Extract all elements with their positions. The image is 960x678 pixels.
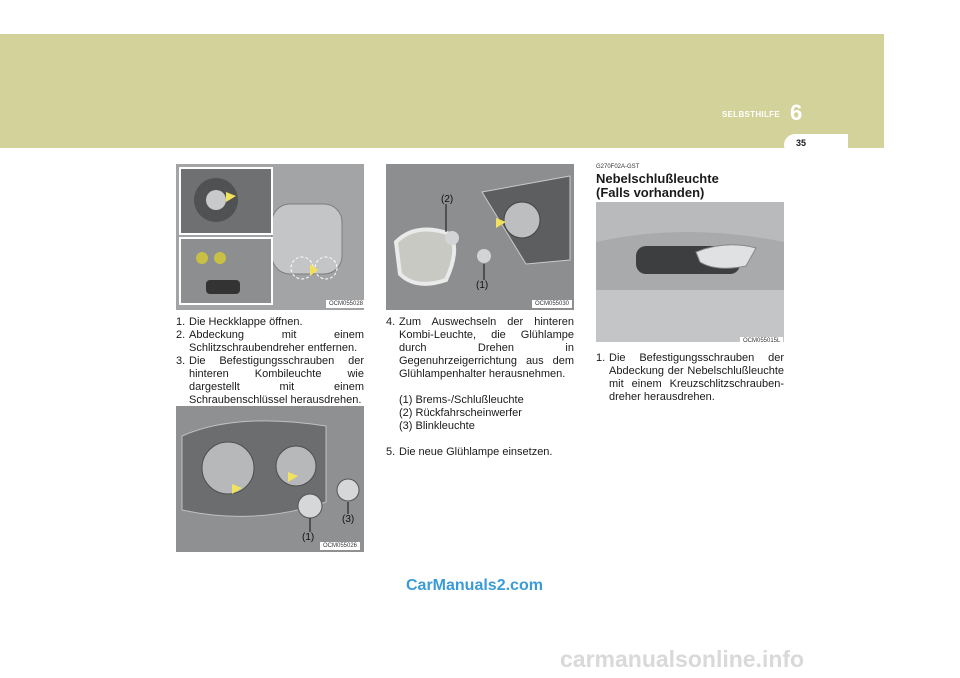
list-item: (3) Blinkleuchte: [399, 420, 475, 432]
step-text: Die Befestigungsschrauben der hinteren Kombileuchte wie dargestellt mit einem Schraubenschlüssel herausdrehen.: [189, 355, 364, 406]
section-title-line: Nebelschlußleuchte: [596, 171, 719, 186]
column2-steps: [386, 316, 574, 459]
list-item: [386, 446, 574, 459]
list-item: (2) Rückfahrscheinwerfer: [399, 407, 522, 419]
step-text: Abdeckung mit einem Schlitzschraubendreher entfernen.: [189, 329, 364, 354]
figure-code: OCM055030: [532, 300, 572, 308]
figure-tailgate-cover: [176, 164, 364, 310]
callout-1: (1): [302, 532, 315, 543]
step-text: Die Befestigungsschrauben der Abdeckung der Nebelschlußleuchte mit einem Kreuzschlitzschrauben-dreher herausdrehen.: [609, 352, 784, 403]
figure-rear-lamp-bulbs: [176, 406, 364, 552]
step-number: 3.: [176, 355, 186, 367]
figure-fog-lamp: [596, 202, 784, 342]
header-band: [0, 34, 884, 148]
section-title-line: (Falls vorhanden): [596, 185, 705, 200]
figure-code: OCM055028: [326, 300, 366, 308]
column3-steps: [596, 352, 784, 404]
tailgate-illustration: [176, 164, 364, 310]
list-item: [596, 352, 784, 404]
step-text: Zum Auswechseln der hinteren Kombi-Leuchte, die Glühlampe durch Drehen in Gegenuhrzeigerrichtung aus dem Glühlampenhalter herausnehmen.: [399, 316, 574, 380]
page-number: 35: [796, 138, 807, 148]
chapter-label: SELBSTHILFE: [722, 110, 780, 119]
callout-1: (1): [476, 280, 489, 291]
fog-lamp-illustration: [596, 202, 784, 342]
list-item: [386, 316, 574, 381]
step-number: 1.: [176, 316, 186, 328]
list-item: [176, 355, 364, 407]
step-number: 1.: [596, 352, 606, 364]
figure-code: OCM055026: [320, 542, 360, 550]
rear-lamp-illustration: [176, 406, 364, 552]
callout-2: (2): [441, 194, 454, 205]
step-number: 5.: [386, 446, 396, 458]
step-text: Die neue Glühlampe einsetzen.: [399, 446, 553, 458]
list-item: [176, 316, 364, 329]
bulb-list: [399, 394, 574, 433]
page-number-tab: [784, 134, 848, 156]
callout-3: (3): [342, 514, 355, 525]
watermark-text: carmanualsonline.info: [560, 646, 805, 672]
column1-steps: [176, 316, 364, 407]
list-item: [176, 329, 364, 355]
figure-code: OCM055015L: [740, 337, 783, 345]
step-text: Die Heckklappe öffnen.: [189, 316, 303, 328]
step-number: 4.: [386, 316, 396, 328]
section-title: [596, 172, 719, 200]
section-code: G270F02A-GST: [596, 164, 640, 170]
chapter-number: 6: [790, 100, 803, 125]
list-item: (1) Brems-/Schlußleuchte: [399, 394, 524, 406]
watermark-link[interactable]: CarManuals2.com: [406, 577, 543, 594]
step-number: 2.: [176, 329, 186, 341]
